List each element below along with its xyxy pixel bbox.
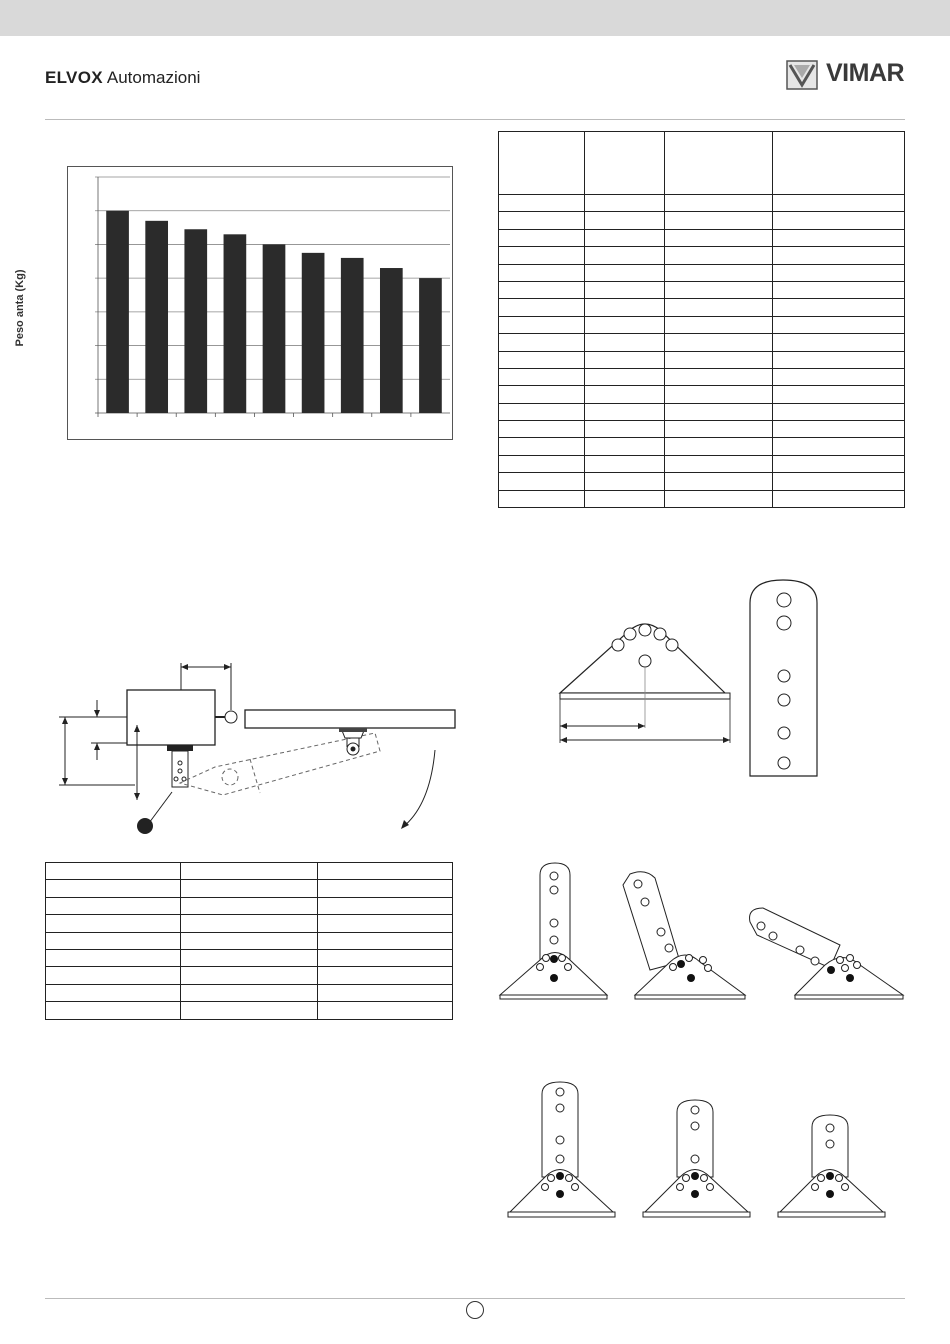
table-cell <box>665 299 773 316</box>
table-cell <box>773 195 905 212</box>
table-row <box>499 386 905 403</box>
table-cell <box>773 281 905 298</box>
table-cell <box>773 490 905 507</box>
table-cell <box>585 229 665 246</box>
table-cell <box>181 880 318 897</box>
table-row <box>46 967 453 984</box>
brand-light: Automazioni <box>106 68 201 87</box>
table-cell <box>499 132 585 195</box>
table-row <box>46 932 453 949</box>
table-row <box>499 403 905 420</box>
table-cell <box>317 863 452 880</box>
table-cell <box>499 386 585 403</box>
table-cell <box>665 386 773 403</box>
table-cell <box>181 915 318 932</box>
chart-bar <box>263 244 286 413</box>
table-row <box>499 299 905 316</box>
table-cell <box>499 299 585 316</box>
bracket-assembly-row2 <box>505 1082 895 1224</box>
table-cell <box>499 403 585 420</box>
table-row <box>499 316 905 333</box>
table-cell <box>499 473 585 490</box>
header-divider <box>45 119 905 120</box>
table-row <box>46 984 453 1001</box>
table-row <box>499 351 905 368</box>
table-cell <box>665 368 773 385</box>
table-cell <box>665 264 773 281</box>
footer-divider <box>45 1298 905 1299</box>
table-cell <box>46 967 181 984</box>
table-row <box>499 368 905 385</box>
table-cell <box>773 421 905 438</box>
table-cell <box>499 490 585 507</box>
table-cell <box>585 438 665 455</box>
chart-bar <box>302 253 325 413</box>
chart-bar <box>341 258 364 413</box>
table-cell <box>317 1002 452 1019</box>
bar-chart <box>67 166 453 440</box>
table-cell <box>585 316 665 333</box>
table-cell <box>665 455 773 472</box>
table-cell <box>773 473 905 490</box>
table-row <box>499 212 905 229</box>
table-row <box>499 334 905 351</box>
table-cell <box>585 247 665 264</box>
table-cell <box>585 132 665 195</box>
table-cell <box>773 438 905 455</box>
table-cell <box>499 247 585 264</box>
actuator-installation-diagram <box>45 655 455 840</box>
table-cell <box>46 880 181 897</box>
data-table-right <box>498 131 905 508</box>
table-cell <box>585 490 665 507</box>
chart-bar <box>380 268 403 413</box>
table-cell <box>317 949 452 966</box>
table-cell <box>46 949 181 966</box>
table-row <box>499 455 905 472</box>
table-cell <box>773 316 905 333</box>
table-row <box>499 264 905 281</box>
table-cell <box>773 132 905 195</box>
table-row <box>499 473 905 490</box>
table-cell <box>499 421 585 438</box>
table-cell <box>585 473 665 490</box>
table-cell <box>499 281 585 298</box>
chart-bar <box>419 278 442 413</box>
table-cell <box>585 264 665 281</box>
table-cell <box>585 334 665 351</box>
table-cell <box>499 264 585 281</box>
table-cell <box>665 247 773 264</box>
chart-bar <box>106 211 129 413</box>
table-cell <box>499 212 585 229</box>
table-row <box>46 915 453 932</box>
table-cell <box>499 334 585 351</box>
table-cell <box>499 229 585 246</box>
table-cell <box>317 915 452 932</box>
table-cell <box>317 984 452 1001</box>
page-number-circle <box>466 1301 484 1319</box>
table-cell <box>585 386 665 403</box>
table-cell <box>317 897 452 914</box>
table-cell <box>181 967 318 984</box>
table-cell <box>499 351 585 368</box>
table-cell <box>665 473 773 490</box>
table-cell <box>46 1002 181 1019</box>
table-row <box>499 247 905 264</box>
table-cell <box>499 316 585 333</box>
chart-bar <box>184 229 207 413</box>
table-cell <box>181 984 318 1001</box>
table-cell <box>585 281 665 298</box>
table-cell <box>46 863 181 880</box>
table-cell <box>46 984 181 1001</box>
table-cell <box>585 212 665 229</box>
table-cell <box>773 403 905 420</box>
table-cell <box>665 403 773 420</box>
table-cell <box>585 351 665 368</box>
logo-text: VIMAR <box>826 59 905 87</box>
table-cell <box>773 247 905 264</box>
table-cell <box>181 897 318 914</box>
table-cell <box>181 949 318 966</box>
table-cell <box>665 351 773 368</box>
table-cell <box>46 932 181 949</box>
table-cell <box>585 403 665 420</box>
data-table-left <box>45 862 453 1020</box>
table-cell <box>585 368 665 385</box>
table-cell <box>773 264 905 281</box>
table-cell <box>773 229 905 246</box>
table-row <box>46 863 453 880</box>
table-row <box>46 880 453 897</box>
table-row <box>499 132 905 195</box>
top-bar <box>0 0 950 36</box>
table-cell <box>46 897 181 914</box>
table-cell <box>499 195 585 212</box>
table-row <box>499 490 905 507</box>
table-cell <box>317 880 452 897</box>
table-cell <box>499 455 585 472</box>
table-cell <box>181 1002 318 1019</box>
table-cell <box>585 195 665 212</box>
table-cell <box>181 863 318 880</box>
table-row <box>499 421 905 438</box>
table-cell <box>773 386 905 403</box>
table-cell <box>665 316 773 333</box>
table-cell <box>665 421 773 438</box>
table-cell <box>773 455 905 472</box>
brand-name <box>45 68 200 88</box>
chart-y-axis-label: Peso anta (Kg) <box>14 269 26 347</box>
table-row <box>499 195 905 212</box>
bar-chart-plot <box>68 167 452 439</box>
chart-bar <box>145 221 168 413</box>
table-cell <box>665 334 773 351</box>
table-cell <box>665 229 773 246</box>
brand-bold: ELVOX <box>45 68 103 87</box>
table-cell <box>46 915 181 932</box>
table-cell <box>499 438 585 455</box>
table-cell <box>585 421 665 438</box>
bracket-assembly-row1 <box>495 860 910 1005</box>
table-cell <box>181 932 318 949</box>
table-cell <box>665 490 773 507</box>
table-cell <box>585 299 665 316</box>
table-cell <box>665 212 773 229</box>
table-row <box>499 281 905 298</box>
table-cell <box>665 195 773 212</box>
table-cell <box>773 368 905 385</box>
table-cell <box>773 299 905 316</box>
table-row <box>46 949 453 966</box>
table-row <box>499 438 905 455</box>
table-cell <box>499 368 585 385</box>
table-cell <box>773 334 905 351</box>
chart-bar <box>224 234 247 413</box>
table-cell <box>317 932 452 949</box>
table-cell <box>665 438 773 455</box>
table-row <box>499 229 905 246</box>
table-row <box>46 897 453 914</box>
table-cell <box>773 212 905 229</box>
table-cell <box>585 455 665 472</box>
table-cell <box>665 132 773 195</box>
table-row <box>46 1002 453 1019</box>
table-cell <box>317 967 452 984</box>
table-cell <box>773 351 905 368</box>
bracket-plates-diagram <box>555 578 935 783</box>
table-cell <box>665 281 773 298</box>
